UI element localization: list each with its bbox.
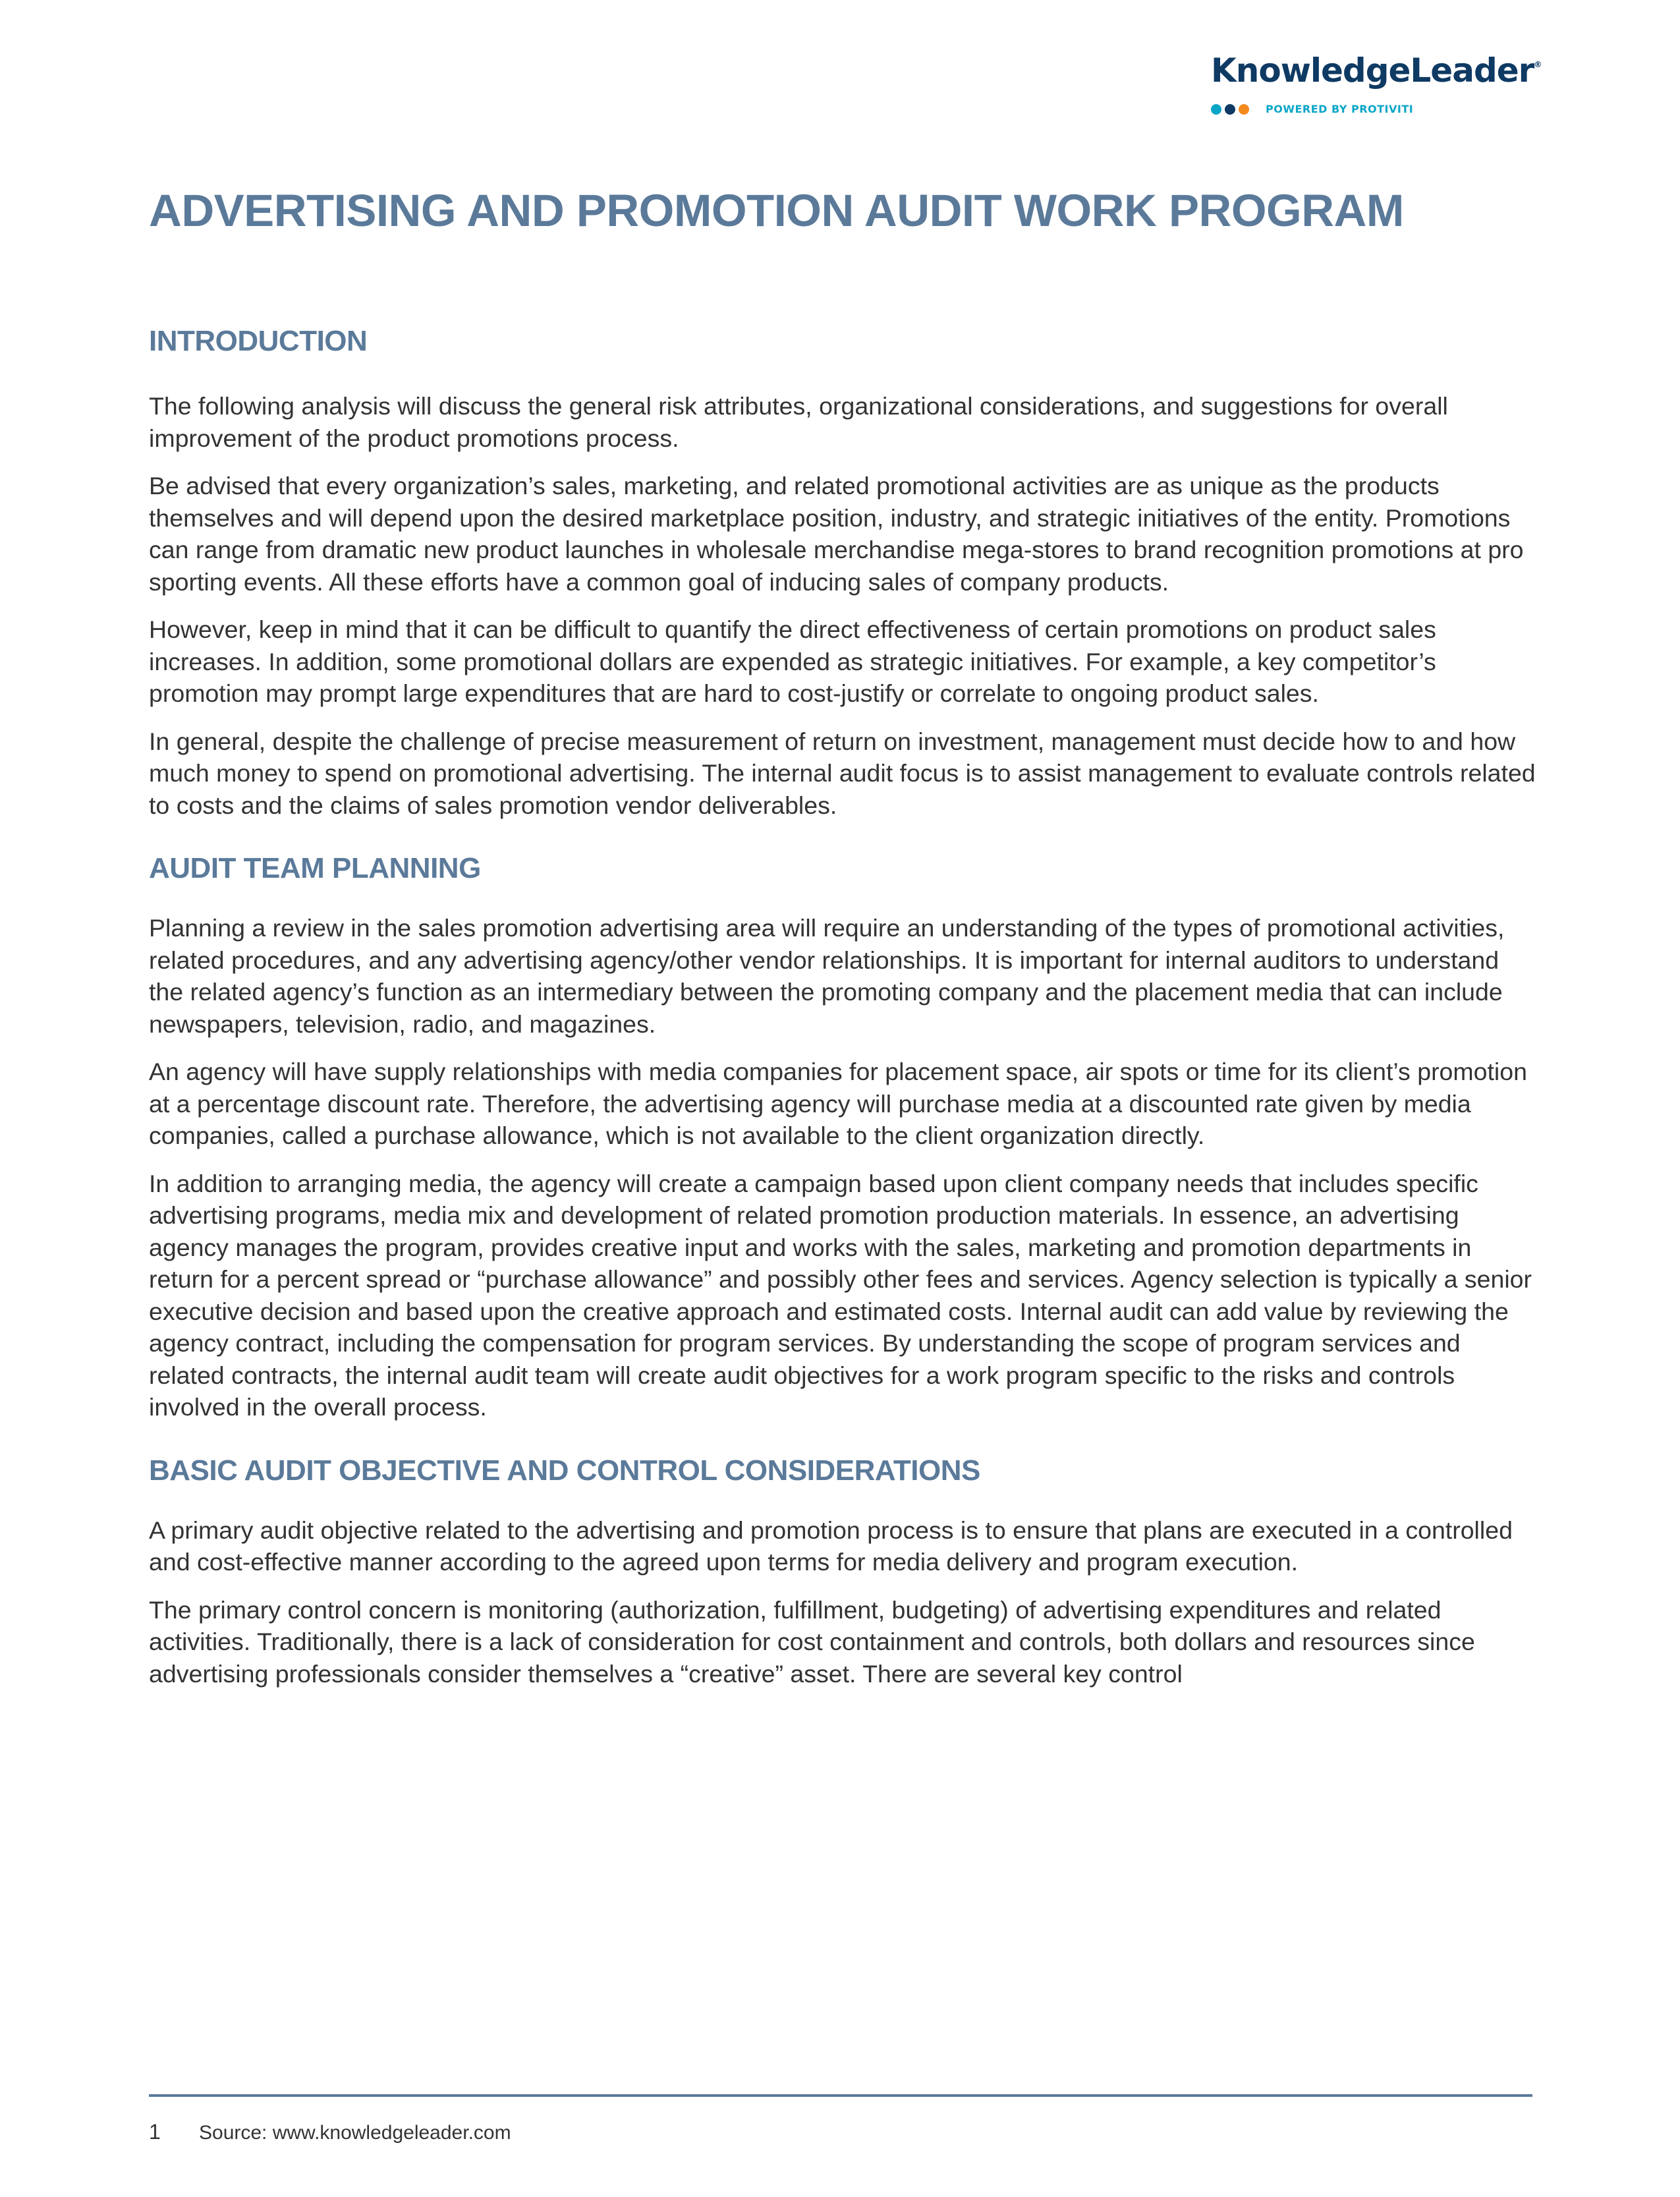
document-body xyxy=(149,324,1539,1690)
paragraph: Be advised that every organization’s sales, marketing, and related promotional activities are as unique as the products themselves and will depend upon the desired marketplace position, industry, and strategic initiatives of the entity. Promotions can range from dramatic new product launches in wholesale merchandise mega-stores to brand recognition promotions at pro sporting events. All these efforts have a common goal of inducing sales of company products. xyxy=(149,472,1524,596)
section-heading: BASIC AUDIT OBJECTIVE AND CONTROL CONSIDERATIONS xyxy=(149,1454,980,1487)
section-basic-audit-objective xyxy=(149,1454,1539,1690)
paragraph: However, keep in mind that it can be difficult to quantify the direct effectiveness of certain promotions on product sales increases. In addition, some promotional dollars are expended as strategic initiatives. For example, a key competitor’s promotion may prompt large expenditures that are hard to cost-justify or correlate to ongoing product sales. xyxy=(149,615,1436,707)
registered-mark: ® xyxy=(1534,60,1542,69)
document-title: ADVERTISING AND PROMOTION AUDIT WORK PROGRAM xyxy=(149,185,1404,236)
paragraph: A primary audit objective related to the advertising and promotion process is to ensure that plans are executed in a controlled and cost-effective manner according to the agreed upon terms for media delivery and program execution. xyxy=(149,1516,1513,1576)
footer-divider xyxy=(149,2094,1532,2097)
paragraph: The primary control concern is monitoring (authorization, fulfillment, budgeting) of advertising expenditures and related activities. Traditionally, there is a lack of consideration for cost containment and controls, both dollars and resources since advertising professionals consider themselves a “creative” asset. There are several key control xyxy=(149,1595,1475,1688)
logo-wordmark: KnowledgeLeader xyxy=(1211,51,1534,90)
section-heading: INTRODUCTION xyxy=(149,325,368,357)
page-footer xyxy=(149,2120,511,2144)
powered-by-text: POWERED BY PROTIVITI xyxy=(1266,103,1414,115)
paragraph: An agency will have supply relationships with media companies for placement space, air spots or time for its client’s promotion at a percentage discount rate. Therefore, the advertising agency will purchase media at a discounted rate given by media companies, called a purchase allowance, which is not available to the client organization directly. xyxy=(149,1058,1527,1149)
section-introduction xyxy=(149,324,1539,821)
paragraph: In addition to arranging media, the agency will create a campaign based upon client company needs that includes specific advertising programs, media mix and development of related promotion production materials. In essence, an advertising agency manages the program, provides creative input and works with the sales, marketing and promotion departments in return for a percent spread or “purchase allowance” and possibly other fees and services. Agency selection is typically a senior executive decision and based upon the creative approach and estimated costs. Internal audit can add value by reviewing the agency contract, including the compensation for program services. By understanding the scope of program services and related contracts, the internal audit team will create audit objectives for a work program specific to the risks and controls involved in the overall process. xyxy=(149,1169,1532,1421)
paragraph: In general, despite the challenge of precise measurement of return on investment, management must decide how to and how much money to spend on promotional advertising. The internal audit focus is to assist management to evaluate controls related to costs and the claims of sales promotion vendor deliverables. xyxy=(149,727,1536,819)
logo-subline xyxy=(1211,103,1541,115)
navy-dot-icon xyxy=(1225,104,1235,115)
section-heading: AUDIT TEAM PLANNING xyxy=(149,852,481,884)
paragraph: The following analysis will discuss the general risk attributes, organizational considerations, and suggestions for overall improvement of the product promotions process. xyxy=(149,392,1448,452)
teal-dot-icon xyxy=(1211,104,1221,115)
knowledgeleader-logo xyxy=(1211,51,1542,115)
source-text: Source: www.knowledgeleader.com xyxy=(199,2122,511,2144)
orange-dot-icon xyxy=(1239,104,1249,115)
section-audit-team-planning xyxy=(149,851,1539,1423)
paragraph: Planning a review in the sales promotion advertising area will require an understanding of the types of promotional activities, related procedures, and any advertising agency/other vendor relationships. It is important for internal auditors to understand the related agency’s function as an intermediary between the promoting company and the placement media that can include newspapers, television, radio, and magazines. xyxy=(149,914,1505,1038)
page-number: 1 xyxy=(149,2120,161,2144)
